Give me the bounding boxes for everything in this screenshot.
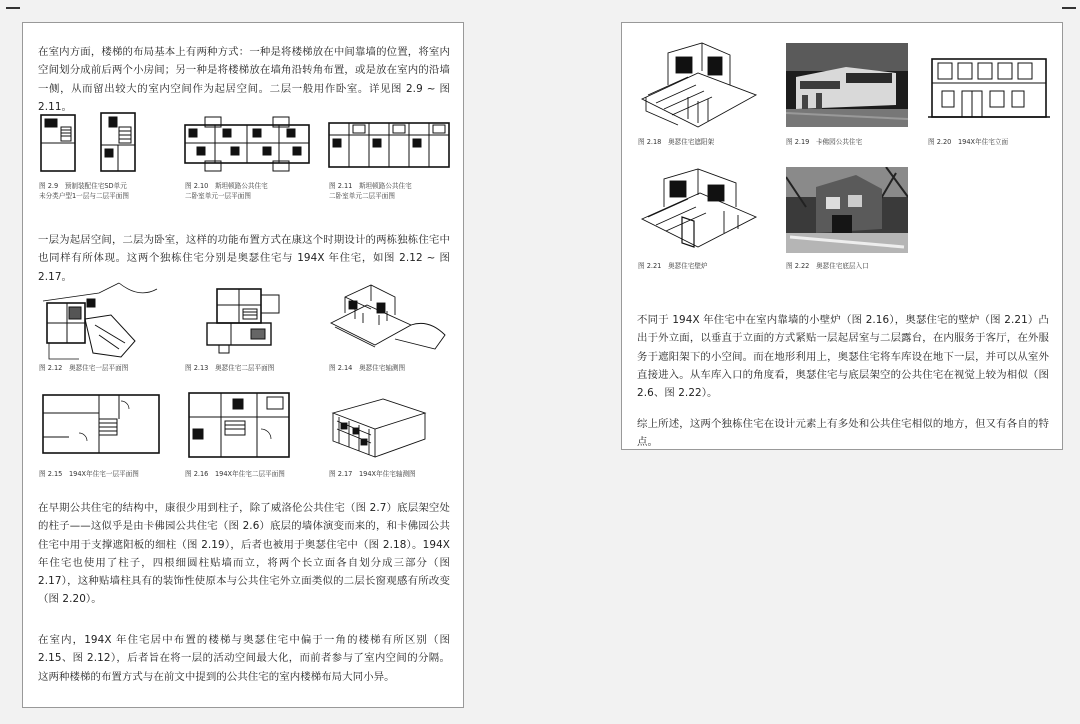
page-corner-marker-right xyxy=(1062,0,1076,9)
figure-2-22-photo xyxy=(786,167,908,253)
figure-2-16-plan xyxy=(185,389,293,461)
caption-fig-2-14: 图 2.14 奥瑟住宅轴测图 xyxy=(329,364,406,372)
caption-fig-2-10-line1: 图 2.10 斯坦顿路公共住宅 xyxy=(185,182,268,190)
caption-fig-2-18: 图 2.18 奥瑟住宅遮阳架 xyxy=(638,138,715,146)
document-page-left xyxy=(22,22,464,708)
figure-2-14-axonometric xyxy=(325,279,451,359)
caption-fig-2-16: 图 2.16 194X年住宅二层平面图 xyxy=(185,470,285,478)
caption-fig-2-12: 图 2.12 奥瑟住宅一层平面图 xyxy=(39,364,129,372)
figure-2-19-photo xyxy=(786,43,908,127)
caption-fig-2-9-line2: 未分类户型1一层与二层平面图 xyxy=(39,192,129,200)
caption-fig-2-22: 图 2.22 奥瑟住宅底层入口 xyxy=(786,262,869,270)
caption-fig-2-9-line1: 图 2.9 预制装配住宅SD单元 xyxy=(39,182,127,190)
figure-2-12-plan xyxy=(39,279,163,363)
caption-fig-2-13: 图 2.13 奥瑟住宅二层平面图 xyxy=(185,364,275,372)
caption-fig-2-11-line2: 二卧室单元二层平面图 xyxy=(329,192,395,200)
figure-2-20-elevation xyxy=(928,53,1050,123)
figure-2-10-plan xyxy=(183,115,311,175)
caption-fig-2-17: 图 2.17 194X年住宅轴测图 xyxy=(329,470,416,478)
paragraph-function-layout: 一层为起居空间，二层为卧室，这样的功能布置方式在康这个时期设计的两栋独栋住宅中也同样有所体现。这两个独栋住宅分别是奥瑟住宅与 194X 年住宅，如图 2.12 ~ 图 2.17。 xyxy=(38,234,450,283)
figure-2-18-drawing xyxy=(638,41,762,131)
figure-2-21-drawing xyxy=(638,167,762,257)
figure-2-17-axonometric xyxy=(329,393,429,463)
figure-2-9-plan xyxy=(39,111,149,177)
figure-2-13-plan xyxy=(203,283,293,357)
paragraph-interior-stairs: 在室内，194X 年住宅居中布置的楼梯与奥瑟住宅中偏于一角的楼梯有所区别（图 2.15、图 2.12），后者旨在将一层的活动空间最大化，而前者参与了室内空间的分隔。这两种楼梯的布置方式与在前文中提到的公共住宅的室内楼梯布局大同小异。 xyxy=(38,634,450,683)
caption-fig-2-15: 图 2.15 194X年住宅一层平面图 xyxy=(39,470,139,478)
document-page-right xyxy=(621,22,1063,450)
caption-fig-2-19: 图 2.19 卡佛园公共住宅 xyxy=(786,138,863,146)
paragraph-stair-layout: 在室内方面，楼梯的布局基本上有两种方式：一种是将楼梯放在中间靠墙的位置，将室内空间划分成前后两个小房间；另一种是将楼梯放在墙角沿转角布置，或是放在室内的沿墙一侧，从而留出较大的室内空间作为起居空间。二层一般用作卧室。详见图 2.9 ~ 图 2.11。 xyxy=(38,46,450,113)
caption-fig-2-11-line1: 图 2.11 斯坦顿路公共住宅 xyxy=(329,182,412,190)
page-corner-marker-left xyxy=(6,0,20,9)
caption-fig-2-20: 图 2.20 194X年住宅立面 xyxy=(928,138,1009,146)
caption-fig-2-21: 图 2.21 奥瑟住宅壁炉 xyxy=(638,262,708,270)
paragraph-columns: 在早期公共住宅的结构中，康很少用到柱子，除了威洛伦公共住宅（图 2.7）底层架空处的柱子——这似乎是由卡佛园公共住宅（图 2.6）底层的墙体演变而来的，和卡佛园公共住宅中用于支撑遮阳板的细柱（图 2.19），后者也被用于奥瑟住宅中（图 2.18）。194X 年住宅也使用了柱子，四根细圆柱贴墙而立，将两个长立面各自划分成三部分（图 2.17），这种贴墙柱具有的装饰性使原本与公共住宅外立面类似的二层长窗观感有所改变（图 2.20）。 xyxy=(38,502,450,606)
paragraph-summary: 综上所述，这两个独栋住宅在设计元素上有多处和公共住宅相似的地方，但又有各自的特点。 xyxy=(637,418,1049,449)
paragraph-fireplace: 不同于 194X 年住宅中在室内靠墙的小壁炉（图 2.16），奥瑟住宅的壁炉（图 2.21）凸出于外立面，以垂直于立面的方式紧贴一层起居室与二层露台，在内服务于客厅，在外服务于遮阳架下的小空间。而在地形利用上，奥瑟住宅将车库设在地下一层，并可以从室外直接进入。从车库入口的角度看，奥瑟住宅与底层架空的公共住宅在视觉上较为相似（图 2.6、图 2.22）。 xyxy=(637,314,1049,400)
figure-2-15-plan xyxy=(39,389,163,459)
figure-2-11-plan xyxy=(327,119,451,173)
caption-fig-2-10-line2: 二卧室单元一层平面图 xyxy=(185,192,251,200)
